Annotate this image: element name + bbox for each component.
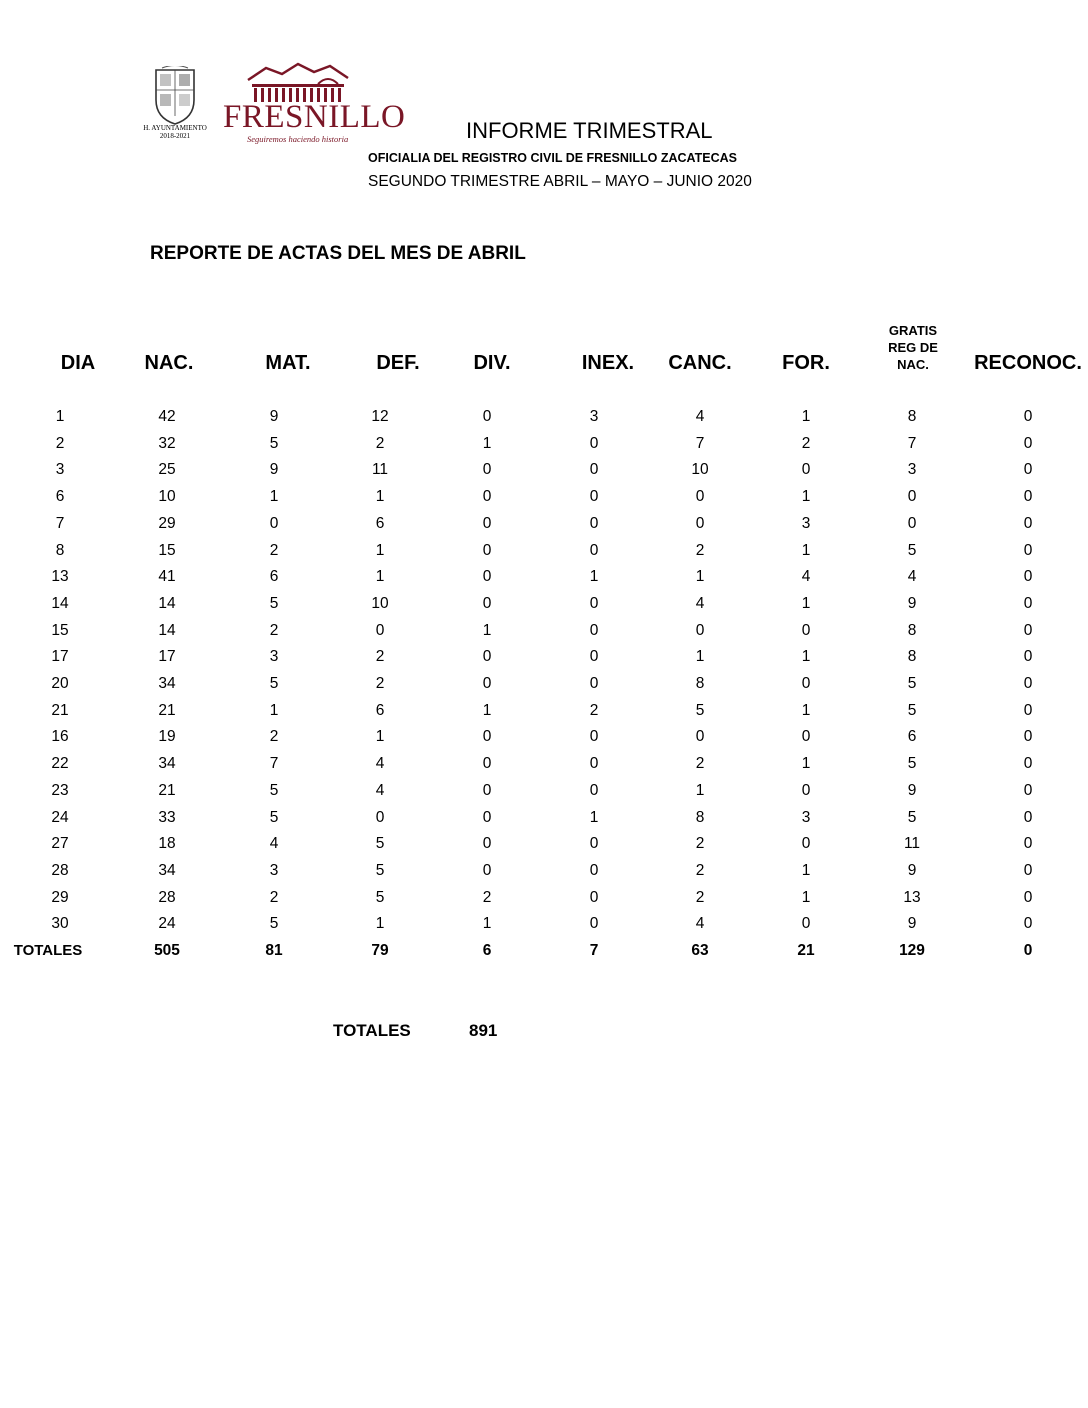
cell-gratis: 11 <box>903 835 921 853</box>
cell-for: 0 <box>801 781 811 799</box>
table-row <box>0 514 1088 534</box>
cell-for: 3 <box>801 514 811 532</box>
cell-div: 0 <box>482 408 492 425</box>
cell-dia: 29 <box>51 888 69 906</box>
cell-def: 11 <box>371 461 389 479</box>
cell-inex: 0 <box>589 675 599 692</box>
cell-canc: 0 <box>695 488 705 506</box>
cell-reconoc: 0 <box>1023 488 1033 506</box>
cell-canc: 8 <box>695 808 705 826</box>
cell-inex: 0 <box>589 648 599 666</box>
cell-for: 1 <box>801 648 811 666</box>
cell-reconoc: 0 <box>1023 942 1033 959</box>
cell-inex: 0 <box>589 434 599 452</box>
cell-gratis: 6 <box>907 728 917 746</box>
cell-gratis: 13 <box>903 888 921 906</box>
table-row <box>0 621 1088 641</box>
cell-div: 1 <box>482 701 492 719</box>
cell-def: 0 <box>375 808 385 826</box>
cell-div: 0 <box>482 755 492 773</box>
cell-nac: 21 <box>158 781 176 799</box>
cell-gratis: 5 <box>907 755 917 773</box>
cell-gratis: 5 <box>907 701 917 719</box>
cell-dia: 17 <box>51 648 69 666</box>
cell-for: 0 <box>801 915 811 933</box>
cell-def: 79 <box>371 942 389 959</box>
cell-reconoc: 0 <box>1023 621 1033 639</box>
cell-dia: 1 <box>55 408 65 425</box>
cell-dia: 6 <box>55 488 65 506</box>
cell-dia: 22 <box>51 755 69 773</box>
col-header-gratis-line: GRATIS <box>888 323 938 338</box>
cell-gratis: 3 <box>907 461 917 479</box>
cell-canc: 1 <box>695 648 705 666</box>
cell-div: 0 <box>482 594 492 612</box>
col-header-div: DIV. <box>473 352 511 374</box>
cell-def: 2 <box>375 648 385 666</box>
cell-div: 0 <box>482 541 492 559</box>
table-row <box>0 888 1088 908</box>
cell-reconoc: 0 <box>1023 835 1033 853</box>
cell-mat: 2 <box>269 888 279 906</box>
cell-def: 1 <box>375 488 385 506</box>
cell-mat: 2 <box>269 541 279 559</box>
col-header-mat: MAT. <box>265 352 311 374</box>
cell-gratis: 8 <box>907 621 917 639</box>
cell-for: 0 <box>801 461 811 479</box>
cell-dia: TOTALES <box>13 942 83 959</box>
cell-div: 1 <box>482 915 492 933</box>
cell-reconoc: 0 <box>1023 781 1033 799</box>
cell-div: 0 <box>482 781 492 799</box>
cell-div: 0 <box>482 461 492 479</box>
cell-div: 0 <box>482 568 492 586</box>
table-row <box>0 567 1088 587</box>
cell-reconoc: 0 <box>1023 808 1033 826</box>
cell-reconoc: 0 <box>1023 434 1033 452</box>
table-row <box>0 460 1088 480</box>
cell-gratis: 8 <box>907 408 917 425</box>
cell-mat: 2 <box>269 621 279 639</box>
table-row <box>0 861 1088 881</box>
cell-gratis: 9 <box>907 594 917 612</box>
table-row <box>0 487 1088 507</box>
cell-reconoc: 0 <box>1023 728 1033 746</box>
cell-for: 0 <box>801 675 811 692</box>
cell-nac: 42 <box>158 408 176 425</box>
cell-reconoc: 0 <box>1023 701 1033 719</box>
cell-canc: 2 <box>695 541 705 559</box>
seal-caption <box>142 124 208 140</box>
cell-inex: 0 <box>589 541 599 559</box>
office-subtitle: OFICIALIA DEL REGISTRO CIVIL DE FRESNILLO ZACATECAS <box>368 151 737 165</box>
cell-def: 1 <box>375 915 385 933</box>
cell-mat: 2 <box>269 728 279 746</box>
cell-mat: 6 <box>269 568 279 586</box>
cell-for: 1 <box>801 488 811 506</box>
table-row <box>0 754 1088 774</box>
cell-inex: 0 <box>589 755 599 773</box>
cell-def: 0 <box>375 621 385 639</box>
cell-div: 0 <box>482 808 492 826</box>
table-row <box>0 541 1088 561</box>
cell-canc: 4 <box>695 408 705 425</box>
table-row <box>0 594 1088 614</box>
cell-for: 1 <box>801 701 811 719</box>
cell-dia: 8 <box>55 541 65 559</box>
cell-nac: 19 <box>158 728 176 746</box>
cell-inex: 0 <box>589 461 599 479</box>
cell-nac: 34 <box>158 755 176 773</box>
cell-gratis: 5 <box>907 808 917 826</box>
cell-dia: 3 <box>55 461 65 479</box>
cell-for: 0 <box>801 835 811 853</box>
cell-nac: 17 <box>158 648 176 666</box>
cell-nac: 24 <box>158 915 176 933</box>
col-header-reconoc: RECONOC. <box>974 352 1082 374</box>
col-header-gratis <box>868 322 958 373</box>
cell-inex: 0 <box>589 514 599 532</box>
cell-mat: 4 <box>269 835 279 853</box>
cell-nac: 34 <box>158 675 176 692</box>
table-row <box>0 781 1088 801</box>
cell-canc: 1 <box>695 568 705 586</box>
cell-inex: 0 <box>589 594 599 612</box>
cell-dia: 20 <box>51 675 69 692</box>
cell-def: 5 <box>375 888 385 906</box>
cell-inex: 0 <box>589 488 599 506</box>
cell-for: 1 <box>801 408 811 425</box>
col-header-for: FOR. <box>782 352 830 374</box>
cell-reconoc: 0 <box>1023 408 1033 425</box>
cell-nac: 15 <box>158 541 176 559</box>
cell-reconoc: 0 <box>1023 648 1033 666</box>
cell-gratis: 7 <box>907 434 917 452</box>
cell-nac: 33 <box>158 808 176 826</box>
cell-mat: 5 <box>269 781 279 799</box>
cell-dia: 30 <box>51 915 69 933</box>
cell-gratis: 5 <box>907 675 917 692</box>
cell-nac: 29 <box>158 514 176 532</box>
cell-nac: 28 <box>158 888 176 906</box>
cell-inex: 0 <box>589 915 599 933</box>
cell-dia: 14 <box>51 594 69 612</box>
cell-div: 0 <box>482 514 492 532</box>
cell-reconoc: 0 <box>1023 915 1033 933</box>
cell-gratis: 9 <box>907 861 917 879</box>
cell-canc: 2 <box>695 888 705 906</box>
fresnillo-logo-text: FRESNILLO <box>223 99 406 135</box>
cell-dia: 27 <box>51 835 69 853</box>
cell-canc: 5 <box>695 701 705 719</box>
period-subtitle: SEGUNDO TRIMESTRE ABRIL – MAYO – JUNIO 2020 <box>368 173 752 190</box>
cell-mat: 5 <box>269 594 279 612</box>
cell-dia: 23 <box>51 781 69 799</box>
cell-inex: 0 <box>589 888 599 906</box>
cell-mat: 7 <box>269 755 279 773</box>
col-header-gratis-line: NAC. <box>897 357 929 372</box>
cell-inex: 1 <box>589 568 599 586</box>
cell-canc: 0 <box>695 728 705 746</box>
cell-div: 0 <box>482 488 492 506</box>
cell-canc: 63 <box>691 942 709 959</box>
cell-nac: 25 <box>158 461 176 479</box>
cell-inex: 0 <box>589 621 599 639</box>
cell-div: 1 <box>482 434 492 452</box>
grand-total-label: TOTALES <box>333 1021 411 1040</box>
table-row <box>0 701 1088 721</box>
cell-canc: 2 <box>695 835 705 853</box>
cell-nac: 41 <box>158 568 176 586</box>
cell-nac: 21 <box>158 701 176 719</box>
cell-nac: 14 <box>158 621 176 639</box>
col-header-canc: CANC. <box>668 352 732 374</box>
cell-gratis: 0 <box>907 514 917 532</box>
cell-for: 2 <box>801 434 811 452</box>
cell-def: 4 <box>375 781 385 799</box>
cell-gratis: 8 <box>907 648 917 666</box>
cell-dia: 15 <box>51 621 69 639</box>
cell-reconoc: 0 <box>1023 755 1033 773</box>
cell-canc: 4 <box>695 915 705 933</box>
table-row <box>0 434 1088 454</box>
totals-row <box>0 941 1088 961</box>
cell-div: 0 <box>482 728 492 746</box>
cell-dia: 2 <box>55 434 65 452</box>
cell-reconoc: 0 <box>1023 568 1033 586</box>
cell-div: 0 <box>482 835 492 853</box>
cell-div: 2 <box>482 888 492 906</box>
cell-dia: 13 <box>51 568 69 586</box>
cell-mat: 9 <box>269 408 279 425</box>
cell-div: 0 <box>482 648 492 666</box>
cell-def: 5 <box>375 835 385 853</box>
cell-gratis: 129 <box>899 942 925 959</box>
cell-gratis: 5 <box>907 541 917 559</box>
cell-dia: 16 <box>51 728 69 746</box>
col-header-gratis-line: REG DE <box>888 340 938 355</box>
cell-mat: 5 <box>269 808 279 826</box>
cell-nac: 34 <box>158 861 176 879</box>
cell-for: 1 <box>801 541 811 559</box>
cell-reconoc: 0 <box>1023 514 1033 532</box>
cell-reconoc: 0 <box>1023 861 1033 879</box>
cell-inex: 0 <box>589 728 599 746</box>
cell-def: 10 <box>371 594 389 612</box>
fresnillo-slogan: Seguiremos haciendo historia <box>247 134 349 144</box>
cell-mat: 5 <box>269 434 279 452</box>
cell-div: 6 <box>482 942 492 959</box>
col-header-def: DEF. <box>376 352 420 374</box>
cell-mat: 1 <box>269 488 279 506</box>
cell-reconoc: 0 <box>1023 461 1033 479</box>
cell-div: 0 <box>482 675 492 692</box>
table-row <box>0 914 1088 934</box>
cell-inex: 3 <box>589 408 599 425</box>
cell-reconoc: 0 <box>1023 675 1033 692</box>
cell-def: 1 <box>375 541 385 559</box>
col-header-inex: INEX. <box>581 352 635 374</box>
cell-inex: 2 <box>589 701 599 719</box>
table-row <box>0 674 1088 694</box>
cell-mat: 0 <box>269 514 279 532</box>
cell-canc: 10 <box>691 461 709 479</box>
cell-for: 0 <box>801 621 811 639</box>
cell-for: 0 <box>801 728 811 746</box>
table-row <box>0 834 1088 854</box>
cell-def: 2 <box>375 675 385 692</box>
cell-for: 4 <box>801 568 811 586</box>
cell-mat: 81 <box>265 942 283 959</box>
cell-nac: 10 <box>158 488 176 506</box>
cell-dia: 7 <box>55 514 65 532</box>
seal-caption-line: 2018-2021 <box>159 132 191 140</box>
cell-mat: 3 <box>269 861 279 879</box>
cell-for: 1 <box>801 755 811 773</box>
cell-dia: 24 <box>51 808 69 826</box>
cell-canc: 2 <box>695 861 705 879</box>
table-row <box>0 647 1088 667</box>
cell-canc: 0 <box>695 621 705 639</box>
page-title: INFORME TRIMESTRAL <box>466 118 713 143</box>
table-row <box>0 407 1088 427</box>
cell-nac: 32 <box>158 434 176 452</box>
cell-def: 4 <box>375 755 385 773</box>
cell-for: 1 <box>801 861 811 879</box>
cell-inex: 7 <box>589 942 599 959</box>
report-title: REPORTE DE ACTAS DEL MES DE ABRIL <box>150 243 526 264</box>
cell-gratis: 0 <box>907 488 917 506</box>
cell-inex: 0 <box>589 861 599 879</box>
cell-canc: 0 <box>695 514 705 532</box>
cell-def: 5 <box>375 861 385 879</box>
cell-inex: 0 <box>589 835 599 853</box>
cell-mat: 1 <box>269 701 279 719</box>
cell-reconoc: 0 <box>1023 888 1033 906</box>
cell-dia: 21 <box>51 701 69 719</box>
cell-canc: 2 <box>695 755 705 773</box>
cell-def: 6 <box>375 701 385 719</box>
cell-canc: 7 <box>695 434 705 452</box>
cell-div: 1 <box>482 621 492 639</box>
cell-for: 3 <box>801 808 811 826</box>
cell-reconoc: 0 <box>1023 594 1033 612</box>
cell-def: 6 <box>375 514 385 532</box>
cell-def: 1 <box>375 728 385 746</box>
cell-reconoc: 0 <box>1023 541 1033 559</box>
table-row <box>0 808 1088 828</box>
col-header-nac: NAC. <box>144 352 194 374</box>
cell-canc: 8 <box>695 675 705 692</box>
cell-inex: 1 <box>589 808 599 826</box>
table-row <box>0 727 1088 747</box>
cell-mat: 3 <box>269 648 279 666</box>
cell-inex: 0 <box>589 781 599 799</box>
cell-dia: 28 <box>51 861 69 879</box>
cell-canc: 4 <box>695 594 705 612</box>
cell-mat: 5 <box>269 915 279 933</box>
municipal-seal-icon <box>150 66 200 126</box>
cell-gratis: 9 <box>907 781 917 799</box>
col-header-dia: DIA <box>60 352 96 374</box>
cell-gratis: 4 <box>907 568 917 586</box>
cell-mat: 9 <box>269 461 279 479</box>
cell-for: 1 <box>801 594 811 612</box>
cell-for: 1 <box>801 888 811 906</box>
cell-nac: 18 <box>158 835 176 853</box>
seal-caption-line: H. AYUNTAMIENTO <box>143 124 207 132</box>
cell-def: 2 <box>375 434 385 452</box>
cell-for: 21 <box>797 942 815 959</box>
cell-nac: 14 <box>158 594 176 612</box>
cell-div: 0 <box>482 861 492 879</box>
cell-canc: 1 <box>695 781 705 799</box>
cell-def: 12 <box>371 408 389 425</box>
grand-total-value: 891 <box>469 1021 498 1040</box>
cell-nac: 505 <box>154 942 180 959</box>
cell-mat: 5 <box>269 675 279 692</box>
cell-gratis: 9 <box>907 915 917 933</box>
cell-def: 1 <box>375 568 385 586</box>
